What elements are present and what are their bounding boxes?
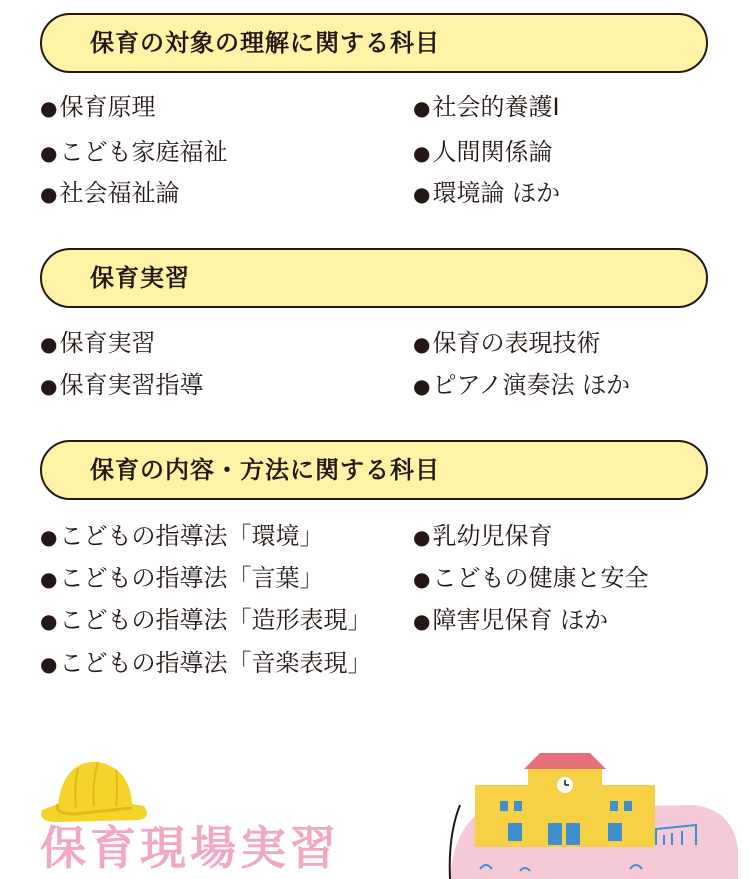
list-item: ● 環境論 ほか — [413, 178, 560, 209]
list-item: ● 保育の表現技術 — [413, 328, 600, 359]
list-item: ● こどもの指導法「言葉」 — [40, 563, 323, 594]
list-item: ● 社会福祉論 — [40, 178, 179, 209]
section-title: 保育実習 — [90, 264, 190, 292]
list-item: ● こどもの指導法「環境」 — [40, 521, 323, 552]
section-title: 保育の内容・方法に関する科目 — [90, 456, 440, 484]
section-title: 保育の対象の理解に関する科目 — [90, 29, 440, 57]
list-item: ● 保育原理 — [40, 92, 155, 123]
list-item: ● こどもの指導法「音楽表現」 — [40, 648, 371, 679]
list-item: ● こども家庭福祉 — [40, 137, 227, 168]
list-item: ● 保育実習指導 — [40, 370, 203, 401]
footer-title: 保育現場実習 — [40, 821, 340, 875]
school-building-icon — [420, 745, 750, 879]
list-item: ● 社会的養護Ⅰ — [413, 92, 560, 123]
list-item: ● ピアノ演奏法 ほか — [413, 370, 630, 401]
section-heading-pill — [40, 248, 708, 308]
list-item: ● 人間関係論 — [413, 137, 552, 168]
list-item: ● こどもの指導法「造形表現」 — [40, 605, 371, 636]
list-item: ● 保育実習 — [40, 328, 155, 359]
section-heading-pill — [40, 13, 708, 73]
section-heading-pill — [40, 440, 708, 500]
list-item: ● 乳幼児保育 — [413, 521, 552, 552]
yellow-hat-icon — [34, 748, 154, 828]
list-item: ● こどもの健康と安全 — [413, 563, 648, 594]
list-item: ● 障害児保育 ほか — [413, 605, 608, 636]
